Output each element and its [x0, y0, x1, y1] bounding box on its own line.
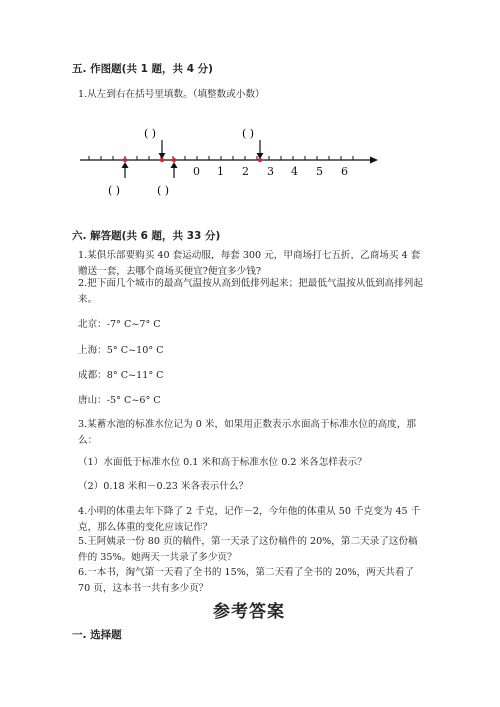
tick-label-5: 5 [316, 165, 323, 178]
top-paren-1: ( ) [144, 127, 157, 140]
question-6-4: 4.小明的体重去年下降了 2 千克，记作－2，今年他的体重从 50 千克变为 45 千克，那么体重的变化应该记作？ [78, 506, 421, 533]
question-6-5: 5.王阿姨录一份 80 页的稿件，第一天录了这份稿件的 20%，第二天录了这份稿件的 35%。她两天一共录了多少页？ [78, 536, 418, 563]
answers-title: 参考答案 [213, 602, 285, 622]
bottom-paren-1: ( ) [108, 184, 121, 197]
question-5-1: 1.从左到右在括号里填数。（填整数或小数） [78, 89, 265, 100]
point-marker-4 [258, 158, 262, 162]
point-marker-2 [160, 158, 164, 162]
tick-label-1: 1 [217, 165, 224, 178]
question-6-3-part-2: （2）0.18 米和－0.23 米各表示什么？ [78, 481, 249, 492]
tick-labels [193, 165, 348, 178]
point-marker-3 [172, 158, 176, 162]
tick-label-2: 2 [242, 165, 249, 178]
question-6-6: 6.一本书，淘气第一天看了全书的 15%，第二天看了全书的 20%，两天共看了 70 页，这本书一共有多少页？ [78, 567, 415, 594]
point-marker-1 [123, 158, 127, 162]
top-paren-2: ( ) [242, 127, 255, 140]
question-6-2: 2.把下面几个城市的最高气温按从高到低排列起来；把最低气温按从低到高排列起来。 [78, 278, 423, 305]
section-5-heading: 五. 作图题(共 1 题，共 4 分) [72, 63, 213, 75]
question-6-3-part-1: （1）水面低于标准水位 0.1 米和高于标准水位 0.2 米各怎样表示？ [78, 457, 367, 468]
city-chengdu: 成都：8° C~11° C [78, 370, 164, 381]
tick-label-6: 6 [341, 165, 348, 178]
city-beijing: 北京：-7° C~7° C [78, 319, 161, 330]
question-6-3: 3.某蓄水池的标准水位记为 0 米，如果用正数表示水面高于标准水位的高度，那么： [78, 419, 416, 446]
tick-label-0: 0 [193, 165, 200, 178]
answers-section-1: 一. 选择题 [72, 629, 122, 641]
arrow-up-left-head [122, 162, 129, 168]
section-6-heading: 六. 解答题(共 6 题，共 33 分) [72, 230, 221, 242]
axis-arrow-head [370, 157, 378, 164]
question-6-1: 1.某俱乐部要购买 40 套运动服，每套 300 元，甲商场打七五折，乙商场买 4 套赠送一套，去哪个商场买便宜?便宜多少钱? [78, 250, 421, 277]
tick-label-4: 4 [291, 165, 298, 178]
city-shanghai: 上海：5° C~10° C [78, 345, 164, 356]
city-tangshan: 唐山：-5° C~6° C [78, 395, 161, 406]
arrow-up-right-head [171, 162, 178, 168]
bottom-paren-2: ( ) [157, 184, 170, 197]
number-line-figure [70, 118, 390, 206]
tick-label-3: 3 [267, 165, 274, 178]
